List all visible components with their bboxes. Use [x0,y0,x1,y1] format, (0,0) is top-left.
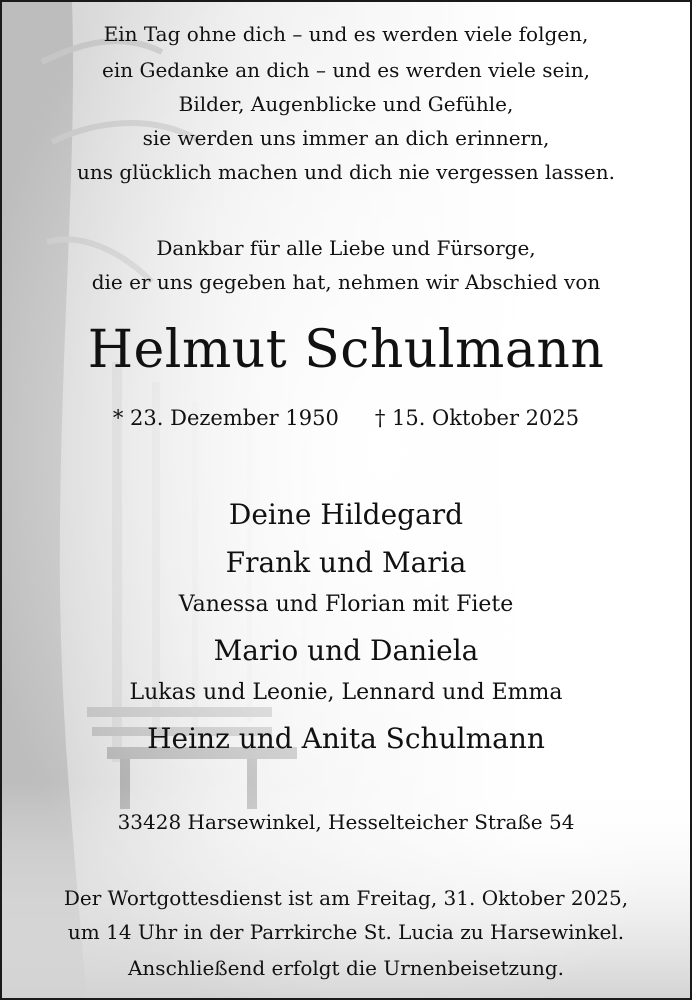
poem-line: Ein Tag ohne dich – und es werden viele folgen, [103,22,589,46]
service-line: um 14 Uhr in der Parrkirche St. Lucia zu Harsewinkel. [67,920,625,944]
intro-line: die er uns gegeben hat, nehmen wir Abschied von [91,270,601,294]
family-member: Deine Hildegard [228,498,464,531]
intro-line: Dankbar für alle Liebe und Fürsorge, [156,236,536,260]
life-dates [2,406,690,430]
family-member: Frank und Maria [225,546,467,579]
birth-date: * 23. Dezember 1950 [112,406,339,430]
deceased-name: Helmut Schulmann [87,320,605,380]
notice-text [2,2,690,998]
poem-line: ein Gedanke an dich – und es werden viele sein, [102,58,590,82]
family-member: Lukas und Leonie, Lennard und Emma [129,680,563,705]
family-member: Mario und Daniela [213,634,479,667]
poem-line: uns glücklich machen und dich nie vergessen lassen. [77,160,615,184]
poem-line: Bilder, Augenblicke und Gefühle, [178,92,514,116]
death-date: † 15. Oktober 2025 [374,406,580,430]
poem-line: sie werden uns immer an dich erinnern, [142,126,550,150]
address: 33428 Harsewinkel, Hesselteicher Straße 54 [117,810,575,834]
service-line: Anschließend erfolgt die Urnenbeisetzung. [127,956,564,980]
service-line: Der Wortgottesdienst ist am Freitag, 31. Oktober 2025, [63,886,629,910]
family-member: Heinz und Anita Schulmann [147,722,545,755]
family-member: Vanessa und Florian mit Fiete [178,592,514,617]
